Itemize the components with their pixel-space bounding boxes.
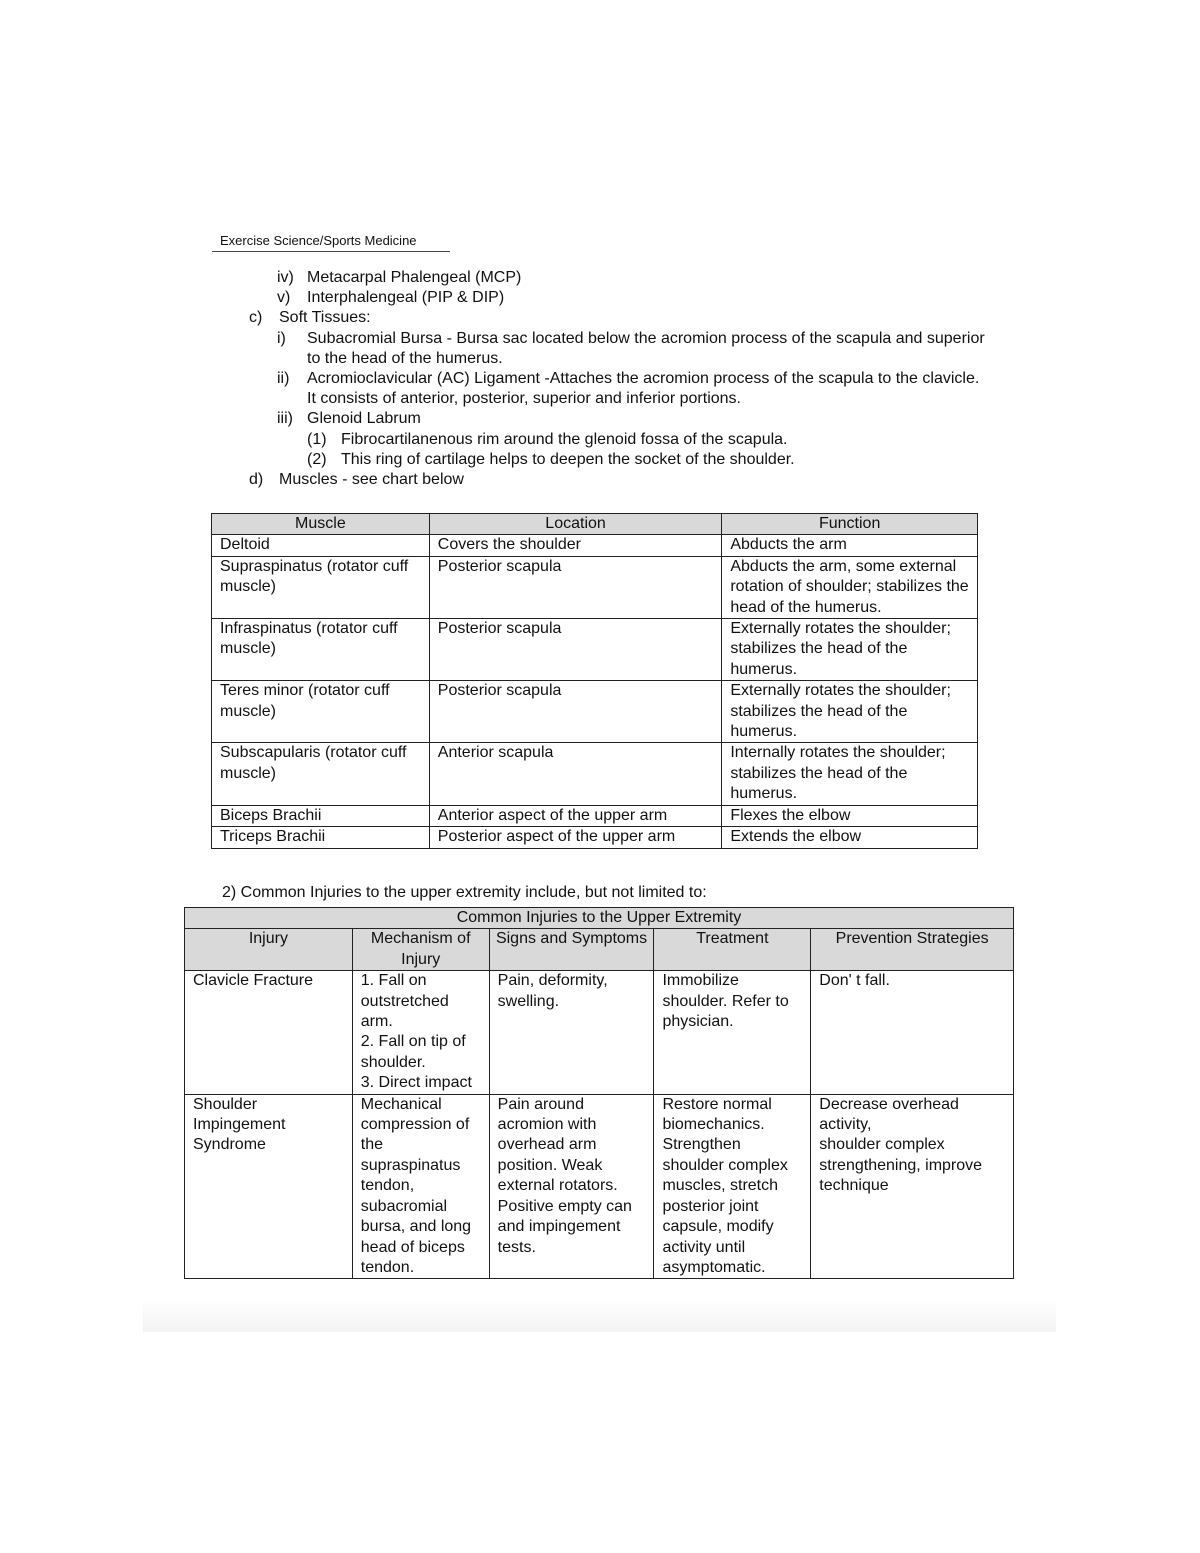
function-cell: Abducts the arm, some external rotation of shoulder; stabilizes the head of the humerus. [722, 556, 978, 618]
muscle-cell: Infraspinatus (rotator cuff muscle) [212, 619, 430, 681]
signs-cell: Pain, deformity, swelling. [489, 971, 654, 1094]
table-row [212, 535, 978, 556]
outline-marker: (2) [307, 450, 327, 468]
injury-table-title: Common Injuries to the Upper Extremity [185, 908, 1014, 929]
table-row [212, 556, 978, 618]
treatment-cell: Immobilize shoulder. Refer to physician. [654, 971, 811, 1094]
column-header-injury: Injury [185, 929, 353, 971]
outline-text: Muscles - see chart below [279, 471, 464, 489]
outline-marker: ii) [277, 370, 290, 388]
function-cell: Extends the elbow [722, 827, 978, 848]
location-cell: Posterior scapula [429, 619, 722, 681]
location-cell: Posterior aspect of the upper arm [429, 827, 722, 848]
prevention-cell: Don' t fall. [811, 971, 1014, 1094]
injury-table-title-row [185, 908, 1014, 929]
outline-text: Interphalengeal (PIP & DIP) [307, 289, 505, 307]
table-row [212, 827, 978, 848]
outline-marker: i) [277, 329, 286, 347]
injury-cell: Clavicle Fracture [185, 971, 353, 1094]
muscle-cell: Subscapularis (rotator cuff muscle) [212, 743, 430, 805]
column-header-function: Function [722, 514, 978, 535]
running-header: Exercise Science/Sports Medicine [212, 233, 450, 252]
outline-marker: iii) [277, 410, 293, 428]
column-header-location: Location [429, 514, 722, 535]
muscle-cell: Teres minor (rotator cuff muscle) [212, 681, 430, 743]
outline-marker: d) [249, 471, 264, 489]
outline-item [245, 288, 985, 308]
outline-item [245, 409, 985, 429]
muscle-cell: Triceps Brachii [212, 827, 430, 848]
location-cell: Anterior aspect of the upper arm [429, 805, 722, 826]
outline-text: Acromioclavicular (AC) Ligament -Attaches the acromion process of the scapula to the clavicle. It consists of anterior, posterior, superior and inferior portions. [307, 370, 980, 408]
column-header-treatment: Treatment [654, 929, 811, 971]
outline-item [245, 450, 985, 470]
outline-marker: c) [249, 309, 263, 327]
muscle-cell: Deltoid [212, 535, 430, 556]
outline-item [245, 268, 985, 288]
column-header-signs: Signs and Symptoms [489, 929, 654, 971]
outline-marker: (1) [307, 430, 327, 448]
table-row [212, 619, 978, 681]
page-bottom-shadow [143, 1300, 1056, 1332]
table-row [185, 1094, 1014, 1279]
location-cell: Posterior scapula [429, 556, 722, 618]
outline-marker: v) [277, 289, 291, 307]
outline-item [245, 470, 985, 490]
mechanism-cell: Mechanical compression of the supraspinatus tendon, subacromial bursa, and long head of biceps tendon. [352, 1094, 489, 1279]
location-cell: Anterior scapula [429, 743, 722, 805]
function-cell: Externally rotates the shoulder; stabilizes the head of the humerus. [722, 619, 978, 681]
outline-marker: iv) [277, 269, 294, 286]
injury-table [184, 907, 1014, 1279]
muscle-cell: Biceps Brachii [212, 805, 430, 826]
outline-text: Fibrocartilanenous rim around the glenoid fossa of the scapula. [341, 430, 788, 448]
outline-list [245, 268, 985, 490]
injury-table-header-row [185, 929, 1014, 971]
treatment-cell: Restore normal biomechanics. Strengthen shoulder complex muscles, stretch posterior joint capsule, modify activity until asymptomatic. [654, 1094, 811, 1279]
mechanism-cell: 1. Fall on outstretched arm. 2. Fall on tip of shoulder. 3. Direct impact [352, 971, 489, 1094]
table-row [212, 805, 978, 826]
outline-item [245, 329, 985, 369]
signs-cell: Pain around acromion with overhead arm position. Weak external rotators. Positive empty can and impingement tests. [489, 1094, 654, 1279]
column-header-muscle: Muscle [212, 514, 430, 535]
muscle-cell: Supraspinatus (rotator cuff muscle) [212, 556, 430, 618]
table-row [185, 971, 1014, 1094]
muscle-table-header-row [212, 514, 978, 535]
outline-text: This ring of cartilage helps to deepen the socket of the shoulder. [341, 450, 795, 468]
table-row [212, 743, 978, 805]
function-cell: Abducts the arm [722, 535, 978, 556]
location-cell: Covers the shoulder [429, 535, 722, 556]
muscle-table [211, 513, 978, 849]
outline-item [245, 308, 985, 328]
outline-text: Subacromial Bursa - Bursa sac located below the acromion process of the scapula and superior to the head of the humerus. [307, 329, 985, 367]
location-cell: Posterior scapula [429, 681, 722, 743]
injuries-intro: 2) Common Injuries to the upper extremity include, but not limited to: [222, 884, 707, 901]
outline-item [245, 369, 985, 409]
table-row [212, 681, 978, 743]
outline-text: Soft Tissues: [279, 309, 371, 327]
column-header-mechanism: Mechanism of Injury [352, 929, 489, 971]
function-cell: Flexes the elbow [722, 805, 978, 826]
function-cell: Internally rotates the shoulder; stabilizes the head of the humerus. [722, 743, 978, 805]
column-header-prevention: Prevention Strategies [811, 929, 1014, 971]
outline-text: Metacarpal Phalengeal (MCP) [307, 269, 522, 286]
outline-item [245, 430, 985, 450]
function-cell: Externally rotates the shoulder; stabilizes the head of the humerus. [722, 681, 978, 743]
outline-text: Glenoid Labrum [307, 410, 421, 428]
prevention-cell: Decrease overhead activity, shoulder complex strengthening, improve technique [811, 1094, 1014, 1279]
injury-cell: Shoulder Impingement Syndrome [185, 1094, 353, 1279]
